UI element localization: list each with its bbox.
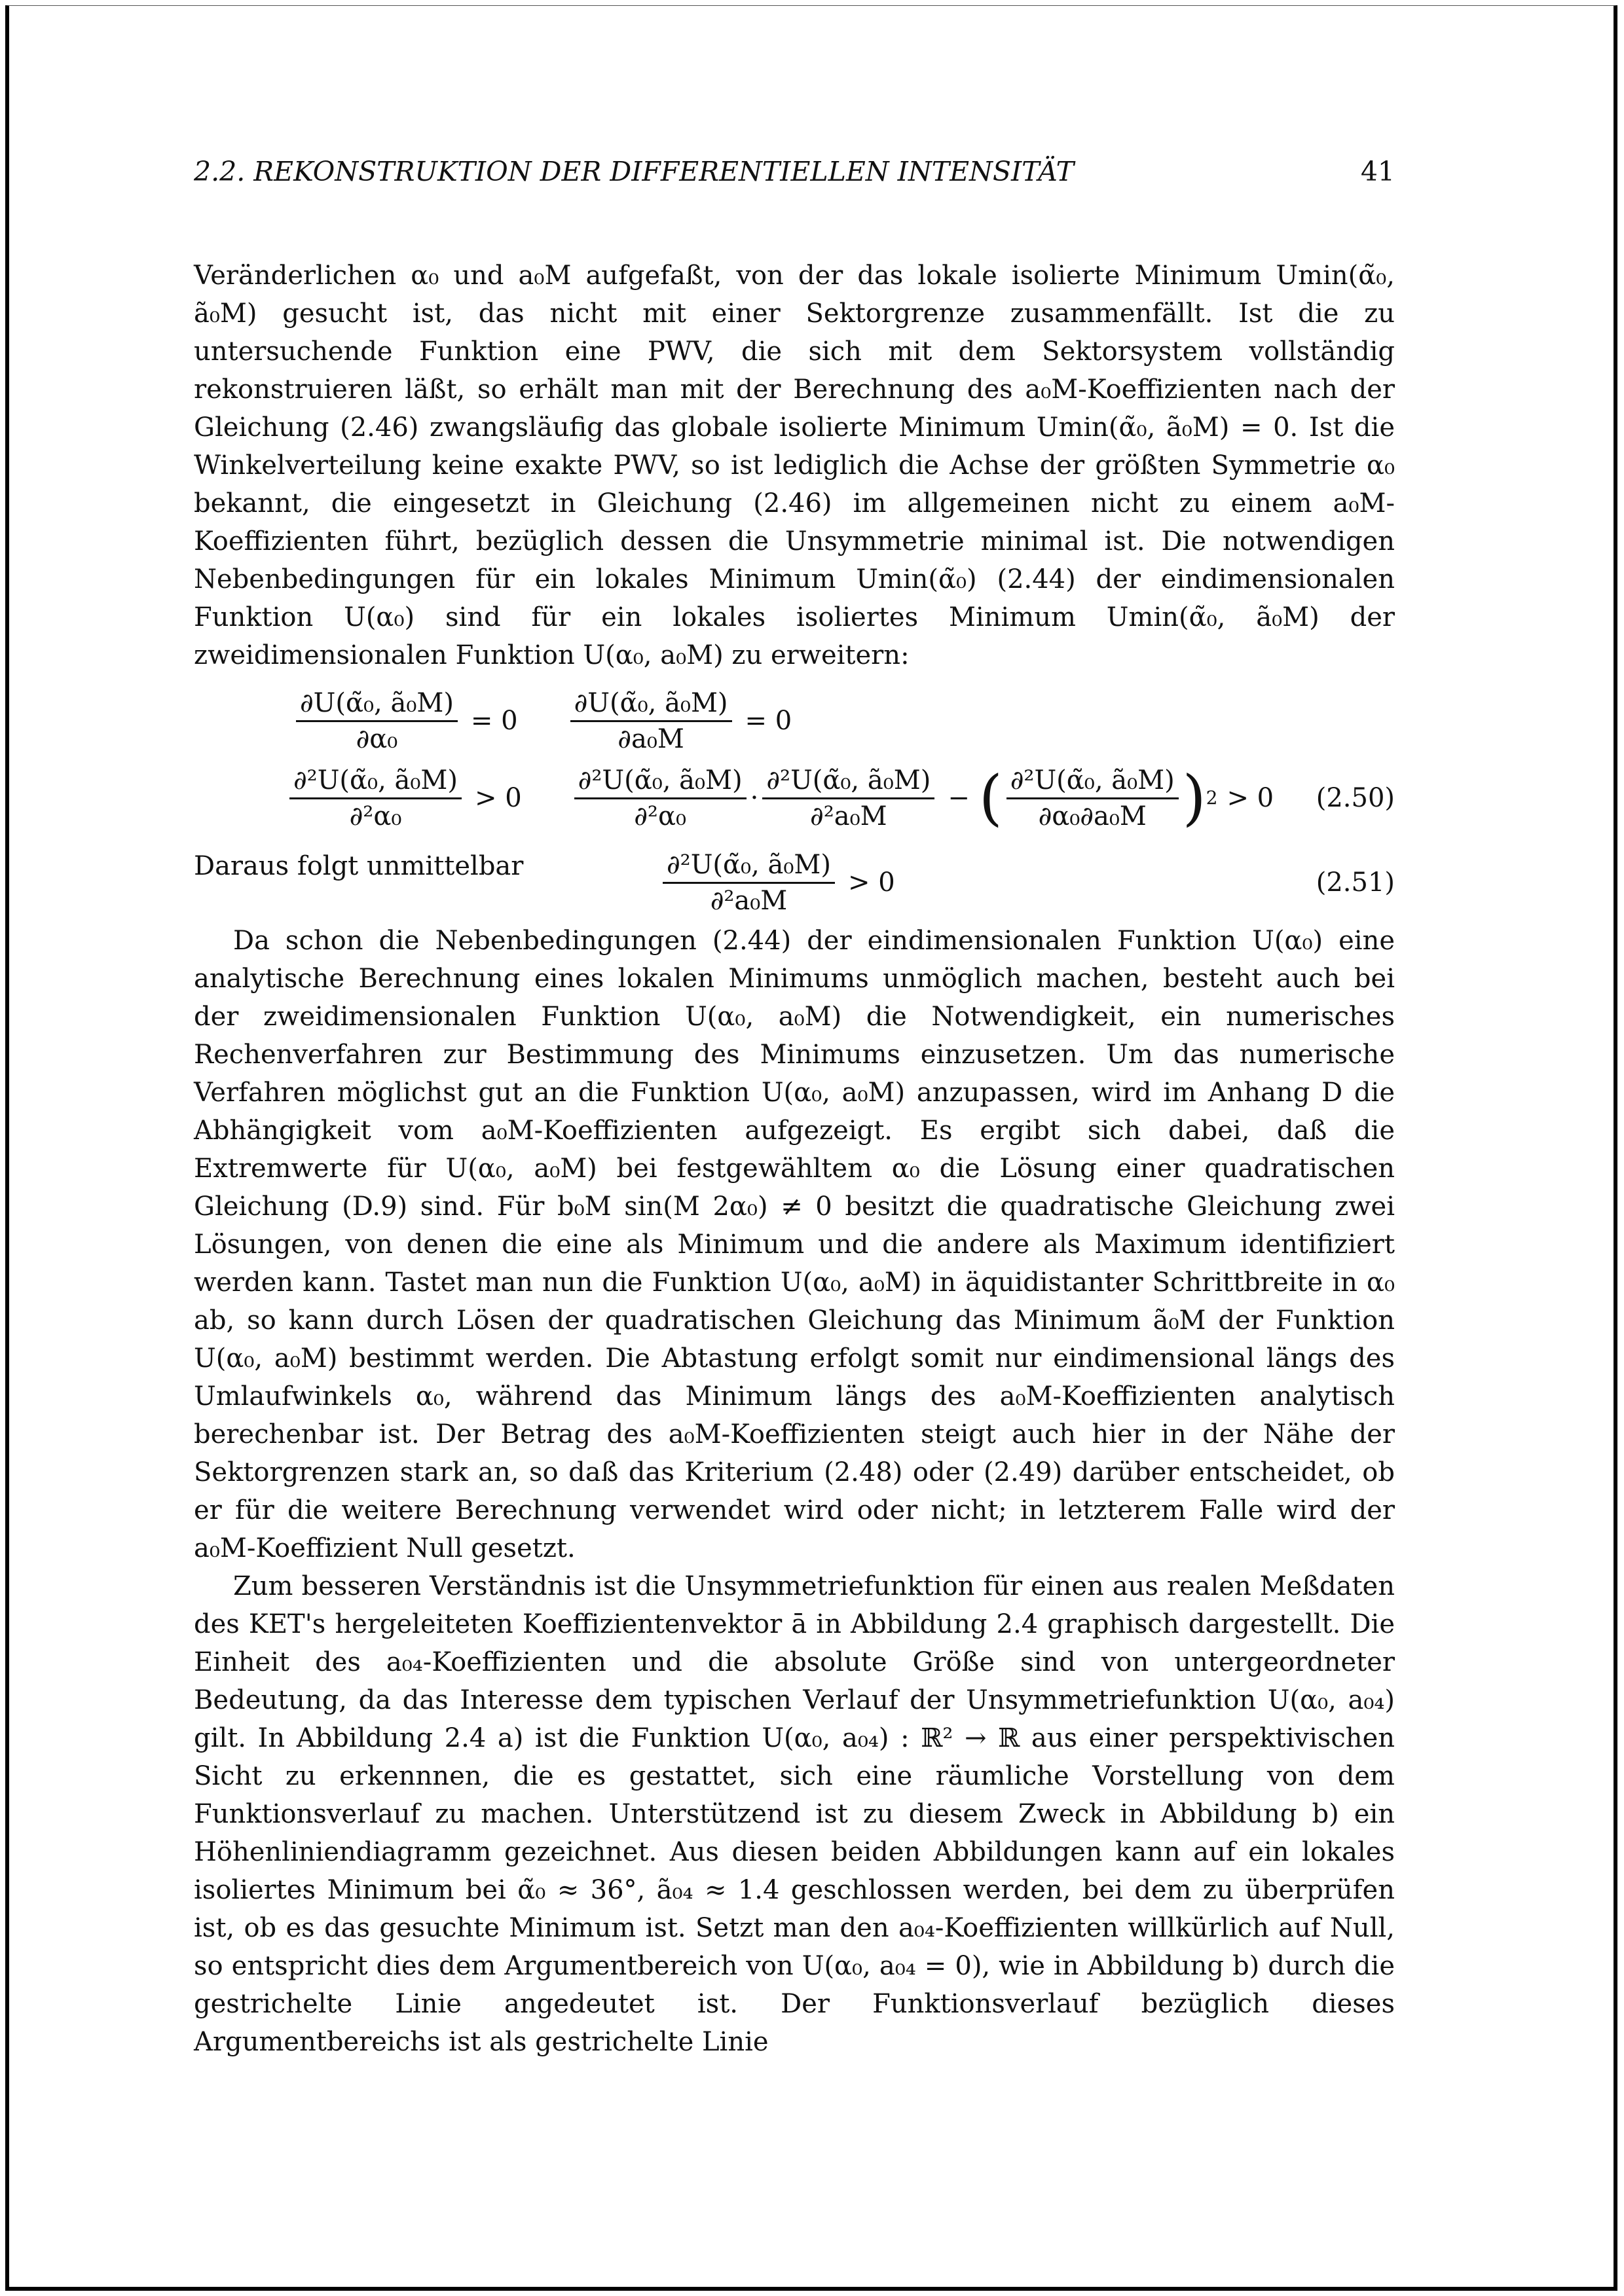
relation: = 0 <box>745 706 792 736</box>
page-body <box>194 257 1395 2061</box>
numerator: ∂U(α̃₀, ã₀M) <box>570 686 732 722</box>
denominator: ∂²a₀M <box>810 801 887 831</box>
numerator: ∂²U(α̃₀, ã₀M) <box>289 763 462 799</box>
chapter-title: 2.2. REKONSTRUKTION DER DIFFERENTIELLEN INTENSITÄT <box>194 156 1074 187</box>
numerator: ∂²U(α̃₀, ã₀M) <box>762 763 934 799</box>
relation: > 0 <box>1227 783 1274 813</box>
relation: > 0 <box>474 783 522 813</box>
fraction <box>1006 763 1179 833</box>
paragraph-1: Veränderlichen α₀ und a₀M aufgefaßt, von der das lokale isolierte Minimum Umin(α̃₀, ã₀M) gesucht ist, das nicht mit einer Sektorgrenze zusammenfällt. Ist die zu untersuchende Funktion eine PWV, die sich mit dem Sektorsystem vollständig rekonstruieren läßt, so erhält man mit der Berechnung des a₀M-Koeffizienten nach der Gleichung (2.46) zwangsläufig das globale isolierte Minimum Umin(α̃₀, ã₀M) = 0. Ist die Winkelverteilung keine exakte PWV, so ist lediglich die Achse der größten Symmetrie α₀ bekannt, die eingesetzt in Gleichung (2.46) im allgemeinen nicht zu einem a₀M-Koeffizienten führt, bezüglich dessen die Unsymmetrie minimal ist. Die notwendigen Nebenbedingungen für ein lokales Minimum Umin(α̃₀) (2.44) der eindimensionalen Funktion U(α₀) sind für ein lokales isoliertes Minimum Umin(α̃₀, ã₀M) der zweidimensionalen Funktion U(α₀, a₀M) zu erweitern: <box>194 261 1395 670</box>
equation-2-50 <box>194 682 1395 837</box>
denominator: ∂α₀ <box>356 723 398 754</box>
fraction <box>663 848 835 918</box>
numerator: ∂²U(α̃₀, ã₀M) <box>1006 763 1179 799</box>
relation: > 0 <box>847 867 895 898</box>
denominator: ∂a₀M <box>618 723 684 754</box>
right-paren: ) <box>1182 763 1206 833</box>
running-header <box>194 156 1395 187</box>
numerator: ∂U(α̃₀, ã₀M) <box>296 686 458 722</box>
fraction <box>289 763 462 833</box>
numerator: ∂²U(α̃₀, ã₀M) <box>663 848 835 884</box>
denominator: ∂²α₀ <box>349 801 402 831</box>
denominator: ∂²a₀M <box>710 885 788 916</box>
page-number: 41 <box>1360 156 1395 187</box>
exponent: 2 <box>1206 787 1218 809</box>
fraction <box>296 686 458 756</box>
left-paren: ( <box>978 763 1003 833</box>
denominator: ∂²α₀ <box>634 801 687 831</box>
minus-operator: − <box>948 783 970 813</box>
equation-number: (2.50) <box>1316 783 1395 813</box>
lead-text: Daraus folgt unmittelbar <box>194 851 524 881</box>
denominator: ∂α₀∂a₀M <box>1038 801 1147 831</box>
fraction <box>762 763 934 833</box>
fraction <box>570 686 732 756</box>
equation-row-2 <box>194 759 1395 837</box>
fraction <box>574 763 747 833</box>
numerator: ∂²U(α̃₀, ã₀M) <box>574 763 747 799</box>
paragraph-2: Da schon die Nebenbedingungen (2.44) der eindimensionalen Funktion U(α₀) eine analytische Berechnung eines lokalen Minimums unmöglich machen, besteht auch bei der zweidimensionalen Funktion U(α₀, a₀M) die Notwendigkeit, ein numerisches Rechenverfahren zur Bestimmung des Minimums einzusetzen. Um das numerische Verfahren möglichst gut an die Funktion U(α₀, a₀M) anzupassen, wird im Anhang D die Abhängigkeit vom a₀M-Koeffizienten aufgezeigt. Es ergibt sich dabei, daß die Extremwerte für U(α₀, a₀M) bei festgewähltem α₀ die Lösung einer quadratischen Gleichung (D.9) sind. Für b₀M sin(M 2α₀) ≠ 0 besitzt die quadratische Gleichung zwei Lösungen, von denen die eine als Minimum und die andere als Maximum identifiziert werden kann. Tastet man nun die Funktion U(α₀, a₀M) in äquidistanter Schrittbreite in α₀ ab, so kann durch Lösen der quadratischen Gleichung das Minimum ã₀M der Funktion U(α₀, a₀M) bestimmt werden. Die Abtastung erfolgt somit nur eindimensional längs des Umlaufwinkels α₀, während das Minimum längs des a₀M-Koeffizienten analytisch berechenbar ist. Der Betrag des a₀M-Koeffizienten steigt auch hier in der Nähe der Sektorgrenzen stark an, so daß das Kriterium (2.48) oder (2.49) darüber entscheidet, ob er für die weitere Berechnung verwendet wird oder nicht; in letzterem Falle wird der a₀M-Koeffizient Null gesetzt. <box>194 926 1395 1563</box>
equation-row-1 <box>194 682 1395 759</box>
equation-number: (2.51) <box>1316 867 1395 898</box>
dot-operator: · <box>750 783 759 813</box>
paragraph-3: Zum besseren Verständnis ist die Unsymmetriefunktion für einen aus realen Meßdaten des KET's hergeleiteten Koeffizientenvektor ā in Abbildung 2.4 graphisch dargestellt. Die Einheit des a₀₄-Koeffizienten und die absolute Größe sind von untergeordneter Bedeutung, da das Interesse dem typischen Verlauf der Unsymmetriefunktion U(α₀, a₀₄) gilt. In Abbildung 2.4 a) ist die Funktion U(α₀, a₀₄) : ℝ² → ℝ aus einer perspektivischen Sicht zu erkennnen, die es gestattet, sich eine räumliche Vorstellung von dem Funktionsverlauf zu machen. Unterstützend ist zu diesem Zweck in Abbildung b) ein Höhenliniendiagramm gezeichnet. Aus diesen beiden Abbildungen kann auf ein lokales isoliertes Minimum bei α̃₀ ≈ 36°, ã₀₄ ≈ 1.4 geschlossen werden, bei dem zu überprüfen ist, ob es das gesuchte Minimum ist. Setzt man den a₀₄-Koeffizienten willkürlich auf Null, so entspricht dies dem Argumentbereich von U(α₀, a₀₄ = 0), wie in Abbildung b) durch die gestrichelte Linie angedeutet ist. Der Funktionsverlauf bezüglich dieses Argumentbereichs ist als gestrichelte Linie <box>194 1571 1395 2057</box>
relation: = 0 <box>470 706 518 736</box>
equation-2-51 <box>194 843 1395 922</box>
